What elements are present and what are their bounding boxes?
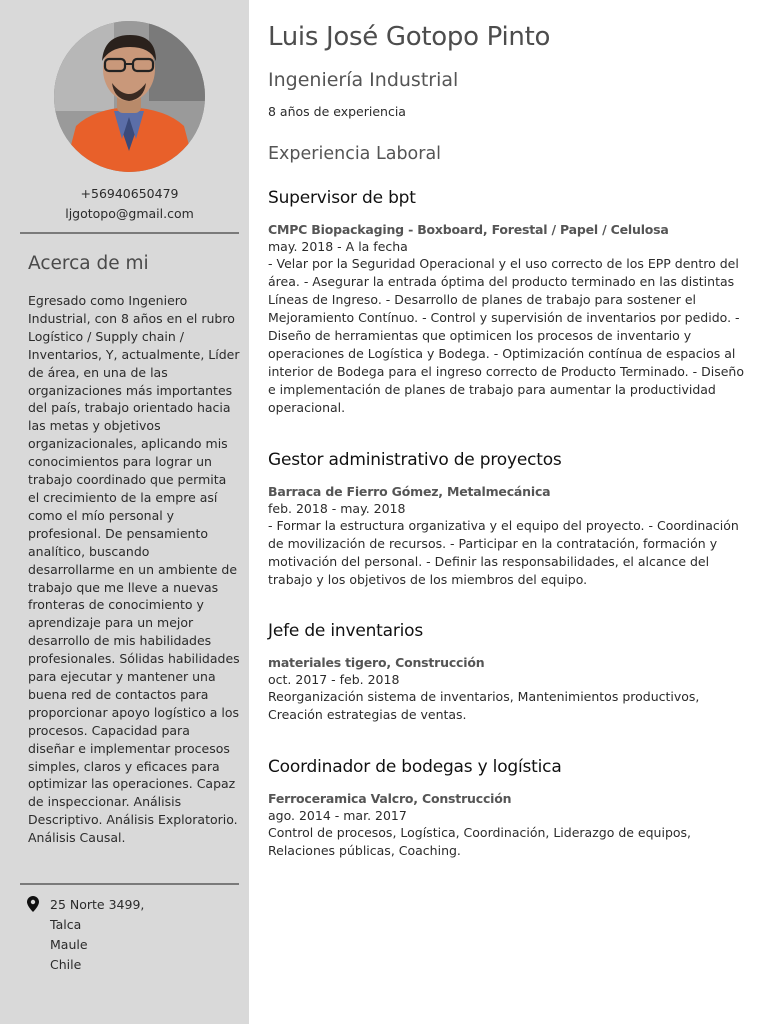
job-dates: feb. 2018 - may. 2018 <box>268 501 406 516</box>
job-title: Coordinador de bodegas y logística <box>268 757 562 777</box>
divider <box>20 232 239 234</box>
job-title: Supervisor de bpt <box>268 188 416 208</box>
job-dates: oct. 2017 - feb. 2018 <box>268 672 400 687</box>
job-title: Gestor administrativo de proyectos <box>268 450 562 470</box>
job-description: Reorganización sistema de inventarios, Mantenimientos productivos, Creación estrategias de ventas. <box>268 689 700 722</box>
about-text: Egresado como Ingeniero Industrial, con 8 años en el rubro Logístico / Supply chain / Inventarios, Y, actualmente, Líder de área, en una de las organizaciones más importantes del país, trabajo orientado hacia las metas y objetivos organizacionales, aplicando mis conocimientos para lograr un trabajo coordinado que permita el crecimiento de la empre así como el mío personal y profesional. De pensamiento analítico, buscando desarrollarme en un ambiente de trabajo que me lleve a nuevas fronteras de conocimiento y aprendizaje para un mejor desarrollo de mis habilidades profesionales. Sólidas habilidades para ejecutar y mantener una buena red de contactos para proporcionar apoyo logístico a los procesos. Capacidad para diseñar e implementar procesos simples, claros y eficaces para optimizar las operaciones. Capaz de inspeccionar. Análisis Descriptivo. Análisis Exploratorio. Análisis Causal. <box>28 293 240 846</box>
job-dates: ago. 2014 - mar. 2017 <box>268 808 407 823</box>
address-line: Chile <box>50 957 82 972</box>
about-title: Acerca de mi <box>28 253 149 274</box>
avatar <box>54 21 205 172</box>
job-description: - Formar la estructura organizativa y el equipo del proyecto. - Coordinación de movilización de recursos. - Participar en la contratación, formación y motivación del personal. - Definir las responsabilidades, el alcance del trabajo y los objetivos de los miembros del equipo. <box>268 518 739 587</box>
job-entry <box>268 757 752 860</box>
phone-number[interactable]: +56940650479 <box>80 186 179 201</box>
job-description: - Velar por la Seguridad Operacional y el uso correcto de los EPP dentro del área. - Asegurar la entrada óptima del producto terminado en las distintas Líneas de Ingreso. - Desarrollo de planes de trabajo para sostener el Mejoramiento Contínuo. - Control y supervisión de inventarios por pedido. - Diseño de herramientas que optimicen los procesos de inventario y operaciones de Logística y Bodega. - Optimización contínua de espacios al interior de Bodega para el ingreso correcto de Producto Terminado. - Diseño e implementación de planes de trabajo para aumentar la productividad operacional. <box>268 256 744 415</box>
job-company: Barraca de Fierro Gómez, Metalmecánica <box>268 484 551 499</box>
job-entry <box>268 621 752 724</box>
job-dates: may. 2018 - A la fecha <box>268 239 408 254</box>
experience-section-title: Experiencia Laboral <box>268 144 442 164</box>
job-entry <box>268 188 752 417</box>
address <box>50 895 144 975</box>
profile-photo <box>54 21 205 172</box>
full-name: Luis José Gotopo Pinto <box>268 22 551 52</box>
sidebar <box>0 0 249 1024</box>
divider <box>20 883 239 885</box>
email-address[interactable]: ljgotopo@gmail.com <box>65 206 194 221</box>
address-line: 25 Norte 3499, <box>50 897 145 912</box>
job-description: Control de procesos, Logística, Coordinación, Liderazgo de equipos, Relaciones públicas, Coaching. <box>268 825 692 858</box>
address-line: Talca <box>50 917 82 932</box>
job-company: CMPC Biopackaging - Boxboard, Forestal / Papel / Celulosa <box>268 222 669 237</box>
profession: Ingeniería Industrial <box>268 69 459 91</box>
job-title: Jefe de inventarios <box>268 621 424 641</box>
job-company: Ferroceramica Valcro, Construcción <box>268 791 512 806</box>
job-company: materiales tigero, Construcción <box>268 655 485 670</box>
location-pin-icon <box>27 896 39 912</box>
experience-years: 8 años de experiencia <box>268 104 406 119</box>
address-line: Maule <box>50 937 88 952</box>
job-entry <box>268 450 752 589</box>
